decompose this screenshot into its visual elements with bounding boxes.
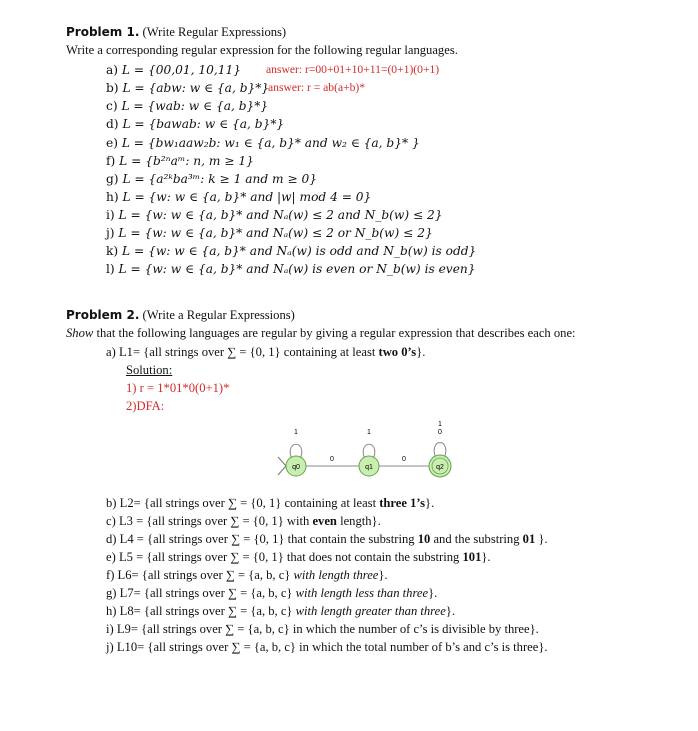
p1-item-h: h) L = {w: w ∈ {a, b}* and |w| mod 4 = 0} [106, 190, 372, 204]
p1-item-a-answer: answer: r=00+01+10+11=(0+1)(0+1) [266, 63, 440, 76]
solution-regex: 1) r = 1*01*0(0+1)* [126, 381, 230, 395]
p2-item-j: j) L10= {all strings over ∑ = {a, b, c} in which the total number of b’s and c’s is three}. [106, 640, 548, 654]
solution-dfa-label: 2)DFA: [126, 399, 165, 413]
p2-item-a: a) L1= {all strings over ∑ = {0, 1} containing at least two 0’s}. [106, 345, 426, 359]
problem1-heading [66, 24, 286, 40]
state-q2-label: q2 [436, 464, 444, 471]
problem2-title: Problem 2. [66, 308, 140, 322]
p1-item-b-answer: answer: r = ab(a+b)* [268, 81, 366, 94]
problem2-heading [66, 307, 295, 323]
loop-q2-label: 1 [438, 421, 442, 428]
loop-q0-label: 1 [294, 429, 298, 436]
p1-item-g: g) L = {a²ᵏba³ᵐ: k ≥ 1 and m ≥ 0} [106, 172, 318, 186]
loop-q2-extra-label: 0 [438, 429, 442, 436]
p2-item-d: d) L4 = {all strings over ∑ = {0, 1} that contain the substring 10 and the substring 01 }. [106, 532, 548, 546]
loop-q1-label: 1 [367, 429, 371, 436]
loop-q2 [434, 443, 446, 457]
solution-label: Solution: [126, 363, 173, 377]
p1-item-j: j) L = {w: w ∈ {a, b}* and Nₐ(w) ≤ 2 or N_b(w) ≤ 2} [106, 226, 433, 240]
dfa-diagram [274, 420, 464, 482]
p1-item-c: c) L = {wab: w ∈ {a, b}*} [106, 99, 269, 113]
p2-item-e: e) L5 = {all strings over ∑ = {0, 1} that does not contain the substring 101}. [106, 550, 491, 564]
p2-item-i: i) L9= {all strings over ∑ = {a, b, c} in which the number of c’s is divisible by three}. [106, 622, 539, 636]
p2-item-g: g) L7= {all strings over ∑ = {a, b, c} with length less than three}. [106, 586, 438, 600]
p2-item-c: c) L3 = {all strings over ∑ = {0, 1} with even length}. [106, 514, 381, 528]
loop-q0 [290, 444, 302, 457]
p1-item-b: b) L = {abw: w ∈ {a, b}*} [106, 81, 270, 95]
p1-item-d: d) L = {bawab: w ∈ {a, b}*} [106, 117, 285, 131]
p2-item-b: b) L2= {all strings over ∑ = {0, 1} containing at least three 1’s}. [106, 496, 435, 510]
p2-item-h: h) L8= {all strings over ∑ = {a, b, c} with length greater than three}. [106, 604, 455, 618]
problem1-intro: Write a corresponding regular expression for the following regular languages. [66, 43, 458, 57]
edge-q1-q2-label: 0 [402, 456, 406, 463]
p1-item-i: i) L = {w: w ∈ {a, b}* and Nₐ(w) ≤ 2 and N_b(w) ≤ 2} [106, 208, 443, 222]
p2-item-f: f) L6= {all strings over ∑ = {a, b, c} with length three}. [106, 568, 388, 582]
problem2-intro: Show that the following languages are regular by giving a regular expression that describes each one: [66, 326, 576, 340]
p1-item-e: e) L = {bw₁aaw₂b: w₁ ∈ {a, b}* and w₂ ∈ {a, b}* } [106, 136, 420, 150]
start-arrow [278, 457, 286, 466]
problem1-title: Problem 1. [66, 25, 140, 39]
p1-item-f: f) L = {b²ⁿaᵐ: n, m ≥ 1} [106, 154, 254, 168]
loop-q1 [363, 444, 375, 457]
problem1-subtitle: (Write Regular Expressions) [142, 25, 287, 39]
p1-item-k: k) L = {w: w ∈ {a, b}* and Nₐ(w) is odd and N_b(w) is odd} [106, 244, 477, 258]
state-q1-label: q1 [365, 464, 373, 471]
p1-item-a: a) L = {00,01, 10,11} [106, 63, 241, 77]
problem2-subtitle: (Write a Regular Expressions) [142, 308, 295, 322]
p1-item-l: l) L = {w: w ∈ {a, b}* and Nₐ(w) is even or N_b(w) is even} [106, 262, 476, 276]
edge-q0-q1-label: 0 [330, 456, 334, 463]
state-q0-label: q0 [292, 464, 300, 471]
